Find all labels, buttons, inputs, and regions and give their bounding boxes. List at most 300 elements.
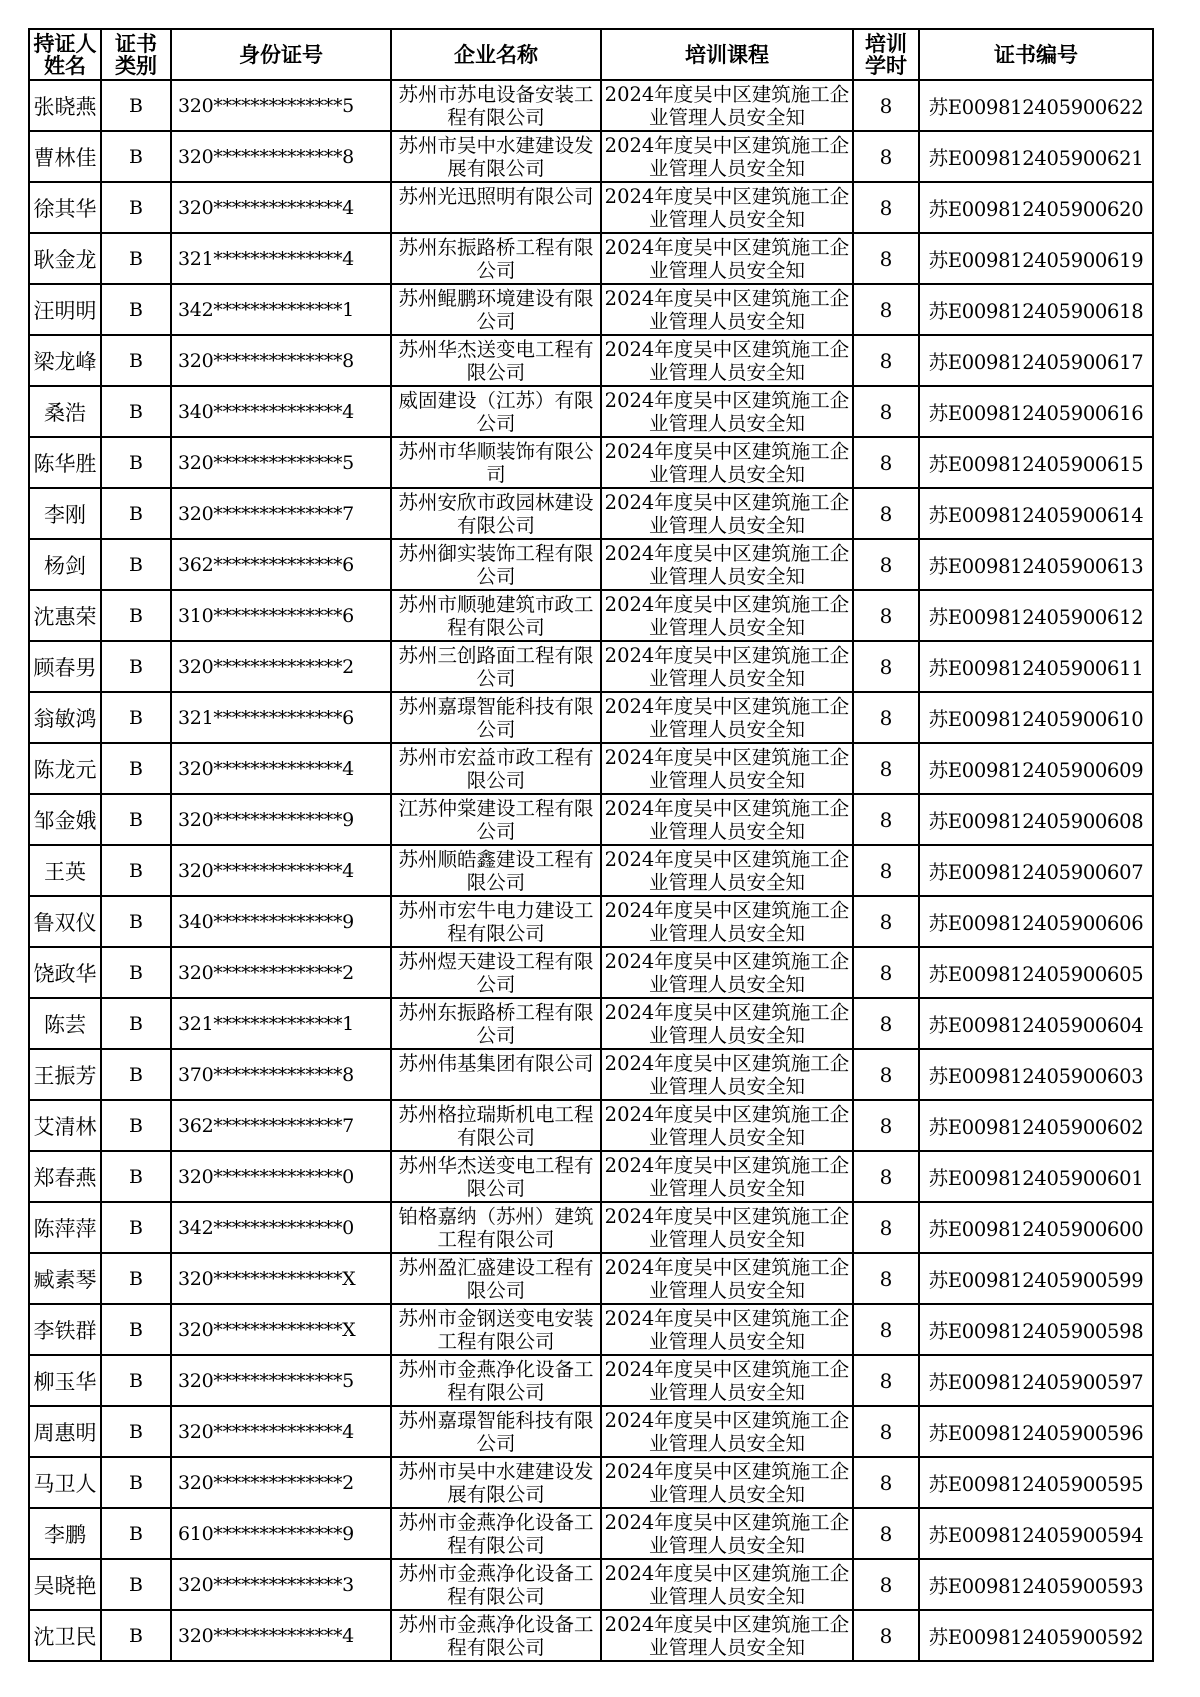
holder-name: 郑春燕 [29,1151,101,1202]
id-number: 310**************6 [171,590,391,641]
cert-number: 苏E009812405900618 [919,284,1153,335]
course-cell [601,1100,853,1151]
id-number: 610**************9 [171,1508,391,1559]
cert-category: B [101,233,171,284]
course-cell [601,539,853,590]
cert-category: B [101,947,171,998]
header-holder-name: 持证人 姓名 [29,29,101,80]
cert-category: B [101,1151,171,1202]
table-row [29,1508,1153,1559]
course-cell [601,131,853,182]
holder-name: 徐其华 [29,182,101,233]
company-name: 苏州煜天建设工程有限公司 [398,950,594,996]
holder-name: 张晓燕 [29,80,101,131]
company-cell [391,1202,601,1253]
table-row [29,1253,1153,1304]
table-row [29,437,1153,488]
cert-number: 苏E009812405900611 [919,641,1153,692]
company-cell [391,794,601,845]
holder-name: 柳玉华 [29,1355,101,1406]
company-name: 苏州市顺驰建筑市政工程有限公司 [398,593,594,639]
cert-category: B [101,641,171,692]
company-name: 苏州市吴中水建建设发展有限公司 [398,134,594,180]
training-hours: 8 [853,182,919,233]
cert-number: 苏E009812405900602 [919,1100,1153,1151]
id-number: 320**************5 [171,1355,391,1406]
company-name: 苏州三创路面工程有限公司 [398,644,594,690]
company-name: 苏州华杰送变电工程有限公司 [398,1154,594,1200]
cert-number: 苏E009812405900594 [919,1508,1153,1559]
company-name: 苏州市金钢送变电安装工程有限公司 [398,1307,594,1353]
id-number: 320**************5 [171,437,391,488]
cert-category: B [101,845,171,896]
training-course: 2024年度吴中区建筑施工企业管理人员安全知 [604,1001,850,1047]
training-hours: 8 [853,488,919,539]
cert-number: 苏E009812405900608 [919,794,1153,845]
table-row [29,743,1153,794]
training-hours: 8 [853,794,919,845]
training-course: 2024年度吴中区建筑施工企业管理人员安全知 [604,848,850,894]
holder-name: 陈芸 [29,998,101,1049]
cert-number: 苏E009812405900614 [919,488,1153,539]
training-hours: 8 [853,539,919,590]
training-course: 2024年度吴中区建筑施工企业管理人员安全知 [604,1511,850,1557]
training-course: 2024年度吴中区建筑施工企业管理人员安全知 [604,389,850,435]
training-hours: 8 [853,845,919,896]
cert-category: B [101,386,171,437]
cert-number: 苏E009812405900606 [919,896,1153,947]
training-course: 2024年度吴中区建筑施工企业管理人员安全知 [604,644,850,690]
cert-number: 苏E009812405900609 [919,743,1153,794]
cert-category: B [101,1100,171,1151]
header-cert-category: 证书 类别 [101,29,171,80]
holder-name: 陈龙元 [29,743,101,794]
training-course: 2024年度吴中区建筑施工企业管理人员安全知 [604,797,850,843]
holder-name: 梁龙峰 [29,335,101,386]
training-course: 2024年度吴中区建筑施工企业管理人员安全知 [604,134,850,180]
training-hours: 8 [853,1559,919,1610]
table-row [29,845,1153,896]
cert-number: 苏E009812405900610 [919,692,1153,743]
id-number: 320**************2 [171,1457,391,1508]
training-hours: 8 [853,233,919,284]
cert-category: B [101,539,171,590]
holder-name: 翁敏鸿 [29,692,101,743]
id-number: 370**************8 [171,1049,391,1100]
course-cell [601,182,853,233]
course-cell [601,386,853,437]
training-hours: 8 [853,590,919,641]
cert-category: B [101,437,171,488]
holder-name: 周惠明 [29,1406,101,1457]
cert-number: 苏E009812405900600 [919,1202,1153,1253]
company-cell [391,1304,601,1355]
id-number: 320**************4 [171,1406,391,1457]
cert-number: 苏E009812405900593 [919,1559,1153,1610]
company-name: 铂格嘉纳（苏州）建筑工程有限公司 [398,1205,594,1251]
training-hours: 8 [853,284,919,335]
company-name: 苏州市华顺装饰有限公司 [398,440,594,486]
cert-category: B [101,488,171,539]
holder-name: 李鹏 [29,1508,101,1559]
table-row [29,1610,1153,1661]
holder-name: 邹金娥 [29,794,101,845]
company-name: 苏州格拉瑞斯机电工程有限公司 [398,1103,594,1149]
course-cell [601,233,853,284]
id-number: 320**************2 [171,641,391,692]
holder-name: 马卫人 [29,1457,101,1508]
training-hours: 8 [853,1610,919,1661]
company-name: 苏州市吴中水建建设发展有限公司 [398,1460,594,1506]
company-name: 苏州东振路桥工程有限公司 [398,236,594,282]
course-cell [601,641,853,692]
header-training-course: 培训课程 [601,29,853,80]
training-course: 2024年度吴中区建筑施工企业管理人员安全知 [604,593,850,639]
training-hours: 8 [853,335,919,386]
training-course: 2024年度吴中区建筑施工企业管理人员安全知 [604,746,850,792]
cert-number: 苏E009812405900622 [919,80,1153,131]
company-name: 苏州市金燕净化设备工程有限公司 [398,1511,594,1557]
table-row [29,131,1153,182]
course-cell [601,1457,853,1508]
id-number: 320**************4 [171,182,391,233]
company-cell [391,896,601,947]
course-cell [601,1406,853,1457]
table-row [29,1355,1153,1406]
company-cell [391,284,601,335]
training-hours: 8 [853,1202,919,1253]
course-cell [601,1559,853,1610]
header-id-number: 身份证号 [171,29,391,80]
id-number: 320**************5 [171,80,391,131]
id-number: 342**************1 [171,284,391,335]
id-number: 362**************6 [171,539,391,590]
course-cell [601,1304,853,1355]
table-row [29,641,1153,692]
cert-number: 苏E009812405900605 [919,947,1153,998]
id-number: 320**************4 [171,1610,391,1661]
company-cell [391,1151,601,1202]
holder-name: 吴晓艳 [29,1559,101,1610]
course-cell [601,998,853,1049]
company-name: 苏州顺皓鑫建设工程有限公司 [398,848,594,894]
cert-category: B [101,1253,171,1304]
training-hours: 8 [853,743,919,794]
id-number: 321**************4 [171,233,391,284]
course-cell [601,1049,853,1100]
certificate-table [28,28,1154,1662]
company-name: 苏州市金燕净化设备工程有限公司 [398,1613,594,1659]
holder-name: 陈萍萍 [29,1202,101,1253]
company-cell [391,386,601,437]
company-cell [391,539,601,590]
training-hours: 8 [853,131,919,182]
course-cell [601,1508,853,1559]
cert-number: 苏E009812405900607 [919,845,1153,896]
id-number: 320**************8 [171,335,391,386]
holder-name: 臧素琴 [29,1253,101,1304]
id-number: 320**************3 [171,1559,391,1610]
id-number: 320**************4 [171,845,391,896]
header-cert-number: 证书编号 [919,29,1153,80]
cert-category: B [101,743,171,794]
cert-number: 苏E009812405900596 [919,1406,1153,1457]
cert-number: 苏E009812405900613 [919,539,1153,590]
company-name: 苏州盈汇盛建设工程有限公司 [398,1256,594,1302]
course-cell [601,947,853,998]
cert-category: B [101,1355,171,1406]
cert-number: 苏E009812405900615 [919,437,1153,488]
company-name: 江苏仲棠建设工程有限公司 [398,797,594,843]
cert-number: 苏E009812405900599 [919,1253,1153,1304]
holder-name: 沈卫民 [29,1610,101,1661]
cert-number: 苏E009812405900620 [919,182,1153,233]
company-name: 苏州东振路桥工程有限公司 [398,1001,594,1047]
company-cell [391,692,601,743]
course-cell [601,437,853,488]
training-hours: 8 [853,1508,919,1559]
cert-category: B [101,80,171,131]
company-cell [391,845,601,896]
holder-name: 李刚 [29,488,101,539]
company-name: 苏州鲲鹏环境建设有限公司 [398,287,594,333]
training-course: 2024年度吴中区建筑施工企业管理人员安全知 [604,542,850,588]
cert-number: 苏E009812405900617 [919,335,1153,386]
company-cell [391,590,601,641]
holder-name: 李铁群 [29,1304,101,1355]
table-row [29,794,1153,845]
header-training-hours: 培训 学时 [853,29,919,80]
id-number: 320**************8 [171,131,391,182]
cert-category: B [101,1508,171,1559]
company-name: 苏州华杰送变电工程有限公司 [398,338,594,384]
company-name: 苏州嘉璟智能科技有限公司 [398,695,594,741]
id-number: 342**************0 [171,1202,391,1253]
company-name: 苏州伟基集团有限公司 [398,1052,594,1075]
company-cell [391,1508,601,1559]
id-number: 320**************7 [171,488,391,539]
company-cell [391,131,601,182]
holder-name: 桑浩 [29,386,101,437]
training-hours: 8 [853,1253,919,1304]
training-hours: 8 [853,80,919,131]
training-course: 2024年度吴中区建筑施工企业管理人员安全知 [604,287,850,333]
training-hours: 8 [853,947,919,998]
id-number: 320**************X [171,1253,391,1304]
table-row [29,1151,1153,1202]
id-number: 320**************0 [171,1151,391,1202]
cert-number: 苏E009812405900619 [919,233,1153,284]
training-hours: 8 [853,1355,919,1406]
training-course: 2024年度吴中区建筑施工企业管理人员安全知 [604,1103,850,1149]
table-row [29,182,1153,233]
cert-category: B [101,1049,171,1100]
holder-name: 顾春男 [29,641,101,692]
table-row [29,80,1153,131]
course-cell [601,488,853,539]
table-body [29,80,1153,1661]
id-number: 320**************X [171,1304,391,1355]
training-course: 2024年度吴中区建筑施工企业管理人员安全知 [604,1358,850,1404]
cert-number: 苏E009812405900598 [919,1304,1153,1355]
cert-category: B [101,590,171,641]
id-number: 362**************7 [171,1100,391,1151]
company-cell [391,1457,601,1508]
holder-name: 饶政华 [29,947,101,998]
cert-category: B [101,1406,171,1457]
course-cell [601,1355,853,1406]
course-cell [601,590,853,641]
training-hours: 8 [853,1151,919,1202]
course-cell [601,1610,853,1661]
company-name: 威固建设（江苏）有限公司 [398,389,594,435]
company-cell [391,947,601,998]
company-cell [391,488,601,539]
id-number: 320**************2 [171,947,391,998]
id-number: 320**************9 [171,794,391,845]
training-course: 2024年度吴中区建筑施工企业管理人员安全知 [604,440,850,486]
holder-name: 王振芳 [29,1049,101,1100]
table-row [29,284,1153,335]
training-course: 2024年度吴中区建筑施工企业管理人员安全知 [604,1154,850,1200]
company-cell [391,335,601,386]
table-row [29,1559,1153,1610]
company-name: 苏州安欣市政园林建设有限公司 [398,491,594,537]
course-cell [601,896,853,947]
company-name: 苏州市金燕净化设备工程有限公司 [398,1358,594,1404]
cert-category: B [101,896,171,947]
training-course: 2024年度吴中区建筑施工企业管理人员安全知 [604,83,850,129]
company-name: 苏州市宏益市政工程有限公司 [398,746,594,792]
cert-category: B [101,131,171,182]
training-course: 2024年度吴中区建筑施工企业管理人员安全知 [604,1613,850,1659]
course-cell [601,284,853,335]
company-cell [391,80,601,131]
holder-name: 汪明明 [29,284,101,335]
training-course: 2024年度吴中区建筑施工企业管理人员安全知 [604,950,850,996]
table-row [29,386,1153,437]
table-header-row [29,29,1153,80]
course-cell [601,1202,853,1253]
company-cell [391,1406,601,1457]
cert-number: 苏E009812405900604 [919,998,1153,1049]
cert-number: 苏E009812405900616 [919,386,1153,437]
training-course: 2024年度吴中区建筑施工企业管理人员安全知 [604,1409,850,1455]
training-course: 2024年度吴中区建筑施工企业管理人员安全知 [604,185,850,231]
table-row [29,1304,1153,1355]
training-hours: 8 [853,692,919,743]
table-row [29,1406,1153,1457]
company-cell [391,1559,601,1610]
cert-number: 苏E009812405900597 [919,1355,1153,1406]
company-cell [391,998,601,1049]
cert-category: B [101,1559,171,1610]
holder-name: 曹林佳 [29,131,101,182]
training-course: 2024年度吴中区建筑施工企业管理人员安全知 [604,1256,850,1302]
course-cell [601,1253,853,1304]
training-hours: 8 [853,1100,919,1151]
company-cell [391,437,601,488]
id-number: 320**************4 [171,743,391,794]
table-row [29,1457,1153,1508]
course-cell [601,1151,853,1202]
table-row [29,539,1153,590]
training-hours: 8 [853,998,919,1049]
course-cell [601,845,853,896]
training-course: 2024年度吴中区建筑施工企业管理人员安全知 [604,1562,850,1608]
training-course: 2024年度吴中区建筑施工企业管理人员安全知 [604,899,850,945]
training-course: 2024年度吴中区建筑施工企业管理人员安全知 [604,338,850,384]
table-row [29,1100,1153,1151]
certificate-table-page [28,28,1152,1662]
cert-number: 苏E009812405900592 [919,1610,1153,1661]
training-course: 2024年度吴中区建筑施工企业管理人员安全知 [604,491,850,537]
course-cell [601,80,853,131]
table-row [29,233,1153,284]
cert-category: B [101,182,171,233]
training-course: 2024年度吴中区建筑施工企业管理人员安全知 [604,1307,850,1353]
id-number: 340**************4 [171,386,391,437]
company-cell [391,743,601,794]
company-cell [391,1355,601,1406]
training-hours: 8 [853,437,919,488]
course-cell [601,794,853,845]
course-cell [601,692,853,743]
training-hours: 8 [853,1457,919,1508]
cert-category: B [101,1457,171,1508]
cert-number: 苏E009812405900603 [919,1049,1153,1100]
company-cell [391,1100,601,1151]
id-number: 321**************6 [171,692,391,743]
company-name: 苏州市宏牛电力建设工程有限公司 [398,899,594,945]
holder-name: 鲁双仪 [29,896,101,947]
cert-category: B [101,1610,171,1661]
cert-category: B [101,692,171,743]
table-row [29,335,1153,386]
table-row [29,488,1153,539]
cert-category: B [101,998,171,1049]
training-hours: 8 [853,1406,919,1457]
table-row [29,896,1153,947]
training-hours: 8 [853,1304,919,1355]
holder-name: 沈惠荣 [29,590,101,641]
company-cell [391,641,601,692]
cert-category: B [101,284,171,335]
training-hours: 8 [853,641,919,692]
company-cell [391,233,601,284]
company-name: 苏州光迅照明有限公司 [398,185,594,208]
table-row [29,998,1153,1049]
cert-category: B [101,335,171,386]
cert-number: 苏E009812405900621 [919,131,1153,182]
cert-category: B [101,794,171,845]
company-cell [391,1610,601,1661]
training-hours: 8 [853,896,919,947]
course-cell [601,335,853,386]
holder-name: 耿金龙 [29,233,101,284]
company-cell [391,182,601,233]
training-hours: 8 [853,386,919,437]
table-row [29,590,1153,641]
course-cell [601,743,853,794]
table-row [29,1049,1153,1100]
company-name: 苏州嘉璟智能科技有限公司 [398,1409,594,1455]
cert-number: 苏E009812405900612 [919,590,1153,641]
header-company-name: 企业名称 [391,29,601,80]
table-row [29,692,1153,743]
training-course: 2024年度吴中区建筑施工企业管理人员安全知 [604,1205,850,1251]
table-row [29,1202,1153,1253]
